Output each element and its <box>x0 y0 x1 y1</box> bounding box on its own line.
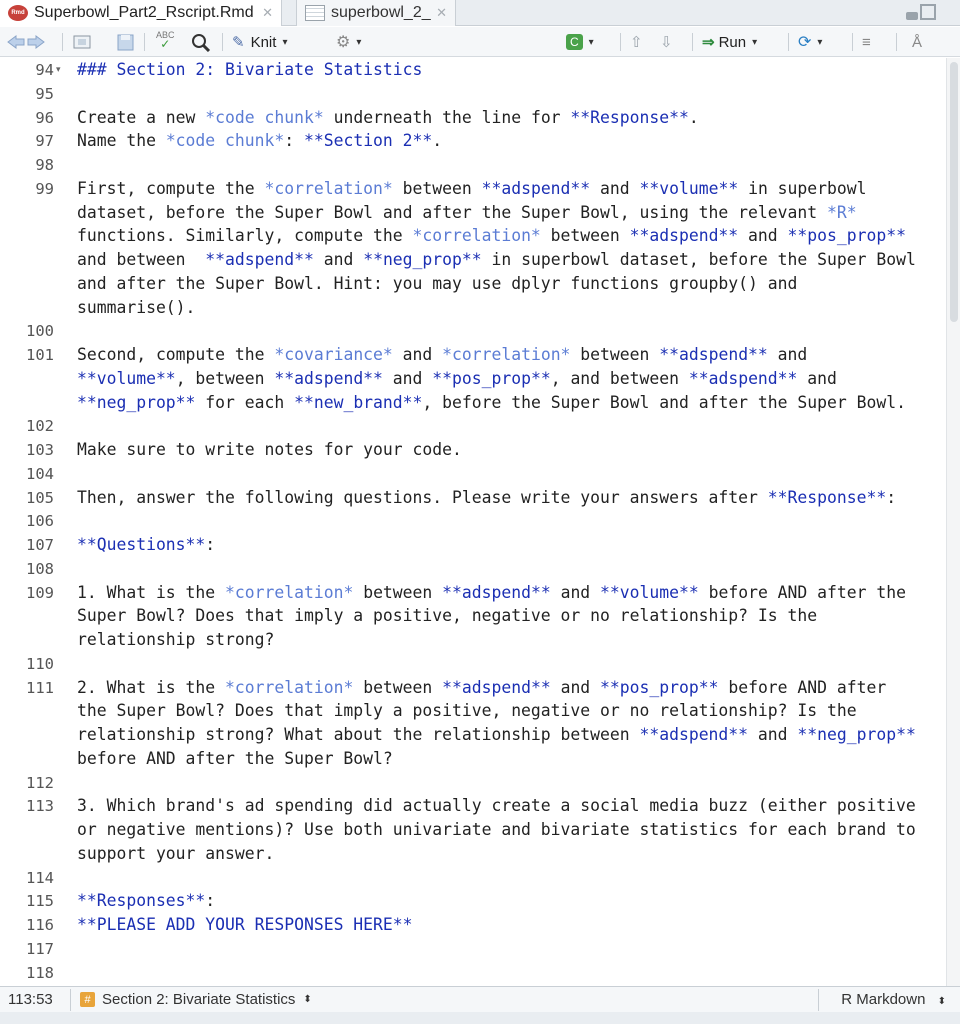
data-file-icon <box>305 5 325 21</box>
text-span: dataset, before the Super Bowl and after the Super Bowl, using the relevant <box>77 202 827 222</box>
run-arrow-icon: ⇒ <box>702 34 715 51</box>
line-text[interactable] <box>77 201 857 225</box>
updown-chevron-icon: ⬍ <box>937 996 946 1007</box>
line-text[interactable] <box>77 533 215 557</box>
go-prev-section-icon[interactable]: ⇧ <box>630 34 643 51</box>
text-span: and <box>738 226 788 246</box>
section-navigator[interactable] <box>80 991 312 1008</box>
editor-line[interactable] <box>0 272 946 296</box>
line-number: 97 <box>35 132 54 151</box>
line-text[interactable] <box>77 343 807 367</box>
text-span: relationship strong? <box>77 630 275 649</box>
tab-label: superbowl_2_ <box>331 4 431 21</box>
tab-label: Superbowl_Part2_Rscript.Rmd <box>34 4 254 21</box>
line-number: 115 <box>26 892 54 911</box>
line-text[interactable] <box>77 177 867 201</box>
markdown-ital-span: *R* <box>826 202 857 222</box>
text-span: Create a new <box>77 107 206 127</box>
line-text[interactable] <box>77 889 215 913</box>
line-number: 112 <box>26 773 54 792</box>
text-span: before AND after <box>718 677 887 697</box>
editor-line[interactable] <box>0 82 946 106</box>
back-forward-nav[interactable] <box>6 31 46 53</box>
text-span: the Super Bowl? Does that imply a positive, negative or no relationship? Is the <box>77 701 857 721</box>
text-span: support your answer. <box>77 843 275 863</box>
markdown-bold-span: **PLEASE ADD YOUR RESPONSES HERE** <box>77 915 413 934</box>
text-span: and <box>382 368 433 388</box>
chevron-down-icon[interactable]: ▾ <box>752 36 758 48</box>
text-span: and <box>797 368 837 388</box>
markdown-bold-span: **adspend** <box>688 368 798 388</box>
markdown-bold-span: **pos_prop** <box>787 226 906 246</box>
editor-line[interactable] <box>0 747 946 771</box>
line-text[interactable] <box>77 296 195 320</box>
close-icon[interactable]: ✕ <box>436 5 447 20</box>
markdown-bold-span: **Questions** <box>77 535 206 554</box>
line-text[interactable] <box>77 438 462 462</box>
line-text[interactable] <box>77 58 422 82</box>
line-number: 96 <box>35 108 54 127</box>
markdown-bold-span: **adspend** <box>629 226 739 246</box>
markdown-bold-span: **adspend** <box>442 582 551 602</box>
format-icon[interactable]: Å <box>912 33 923 51</box>
maximize-pane-icon[interactable] <box>920 4 936 20</box>
line-text[interactable] <box>77 367 837 391</box>
line-number: 118 <box>26 963 54 982</box>
tab-superbowl-rmd[interactable] <box>0 0 282 26</box>
text-span: before AND after the <box>698 582 906 602</box>
text-span: Second, compute the <box>77 345 275 364</box>
line-text[interactable] <box>77 581 906 605</box>
text-span: 2. What is the <box>77 677 226 697</box>
editor-line[interactable] <box>0 462 946 486</box>
markdown-bold-span: **volume** <box>639 178 739 198</box>
back-arrow-icon[interactable] <box>6 34 46 50</box>
line-number: 116 <box>26 916 54 934</box>
editor-line[interactable] <box>0 486 946 510</box>
section-hash-icon: # <box>80 992 95 1007</box>
editor-line[interactable] <box>0 224 946 248</box>
line-number: 95 <box>35 84 54 103</box>
bottom-pane-border <box>0 1012 960 1024</box>
line-text[interactable] <box>77 676 886 700</box>
text-span: 1. What is the <box>77 582 226 602</box>
editor-line[interactable] <box>0 153 946 177</box>
text-span: between <box>570 345 660 364</box>
markdown-head-span: ### Section 2: Bivariate Statistics <box>77 60 423 79</box>
editor-line[interactable] <box>0 699 946 723</box>
doc-type-label: R Markdown <box>841 991 926 1008</box>
editor-line[interactable] <box>0 106 946 130</box>
line-number: 110 <box>26 654 54 673</box>
line-text[interactable] <box>77 794 916 818</box>
line-number: 109 <box>26 583 54 602</box>
text-span: between <box>353 582 443 602</box>
close-icon[interactable]: ✕ <box>262 5 273 20</box>
line-text[interactable] <box>77 818 916 842</box>
markdown-bold-span: **adspend** <box>442 677 551 697</box>
markdown-bold-span: **pos_prop** <box>600 677 719 697</box>
line-text[interactable] <box>77 842 274 866</box>
markdown-bold-span: **volume** <box>77 368 176 388</box>
markdown-ital-span: *correlation* <box>264 178 393 198</box>
markdown-bold-span: **neg_prop** <box>363 250 482 269</box>
markdown-ital-span: *correlation* <box>225 582 354 602</box>
text-span: functions. Similarly, compute the <box>77 226 413 246</box>
editor-line[interactable] <box>0 581 946 605</box>
rmd-file-icon: Rmd <box>8 5 28 21</box>
markdown-bold-span: **Response** <box>570 107 689 127</box>
text-span: summarise(). <box>77 297 196 317</box>
markdown-bold-span: **adspend** <box>274 368 383 388</box>
line-text[interactable] <box>77 628 274 652</box>
text-span: between <box>353 677 443 697</box>
line-number: 100 <box>26 322 54 341</box>
editor-line[interactable] <box>0 201 946 225</box>
line-number: 103 <box>26 441 54 459</box>
editor-line[interactable] <box>0 296 946 320</box>
text-span: for each <box>195 392 295 412</box>
editor-line[interactable] <box>0 58 946 82</box>
line-number: 94 <box>35 61 54 79</box>
editor-line[interactable] <box>0 889 946 913</box>
text-span: and <box>550 677 601 697</box>
line-text[interactable] <box>77 248 916 272</box>
line-number: 113 <box>26 797 54 816</box>
editor-line[interactable] <box>0 367 946 391</box>
editor-line[interactable] <box>0 129 946 153</box>
scrollbar-thumb[interactable] <box>950 62 958 322</box>
line-number: 111 <box>26 678 54 697</box>
line-text[interactable] <box>77 747 393 771</box>
text-span: First, compute the <box>77 178 265 198</box>
text-span: between <box>540 226 630 246</box>
markdown-bold-span: **neg_prop** <box>797 725 916 744</box>
editor-line[interactable] <box>0 604 946 628</box>
search-icon[interactable] <box>190 31 212 53</box>
doc-type-selector[interactable] <box>841 991 946 1008</box>
editor-line[interactable] <box>0 794 946 818</box>
editor-toolbar <box>0 27 960 57</box>
editor-line[interactable] <box>0 652 946 676</box>
markdown-ital-span: *covariance* <box>274 345 393 364</box>
markdown-bold-span: **adspend** <box>659 345 768 364</box>
line-text[interactable] <box>77 604 817 628</box>
text-span: 3. Which brand's ad spending did actually create a social media buzz (either positive <box>77 796 916 816</box>
line-number: 99 <box>35 179 54 198</box>
markdown-bold-span: **volume** <box>600 582 699 602</box>
line-number: 106 <box>26 512 54 531</box>
chevron-down-icon[interactable]: ▾ <box>356 36 362 48</box>
line-text[interactable] <box>77 699 857 723</box>
line-number: 104 <box>26 464 54 483</box>
line-text[interactable] <box>77 129 442 153</box>
editor-line[interactable] <box>0 391 946 415</box>
editor-line[interactable] <box>0 343 946 367</box>
settings-button[interactable] <box>336 31 361 53</box>
insert-chunk-icon: C <box>566 34 583 50</box>
text-span: and <box>767 345 808 364</box>
editor-line[interactable] <box>0 628 946 652</box>
line-text[interactable] <box>77 272 797 296</box>
editor-line[interactable] <box>0 913 946 937</box>
knit-button[interactable]: ✎ Knit ▾ <box>232 33 288 51</box>
line-number: 107 <box>26 536 54 554</box>
editor-line[interactable] <box>0 723 946 747</box>
text-span: . <box>688 107 699 127</box>
editor-line[interactable] <box>0 771 946 795</box>
line-text[interactable] <box>77 106 699 130</box>
text-span: before AND after the Super Bowl? <box>77 748 393 768</box>
editor-line[interactable] <box>0 866 946 890</box>
editor-line[interactable] <box>0 248 946 272</box>
editor-line[interactable] <box>0 842 946 866</box>
editor-line[interactable] <box>0 414 946 438</box>
rerun-button[interactable] <box>798 31 822 53</box>
text-span: in superbowl <box>738 178 867 198</box>
rerun-icon: ⟳ <box>798 34 812 51</box>
editor-line[interactable] <box>0 438 946 462</box>
line-number: 102 <box>26 417 54 436</box>
markdown-bold-span: **Responses** <box>77 891 206 911</box>
save-icon[interactable] <box>116 31 136 53</box>
editor-status-bar <box>0 986 960 1012</box>
chevron-down-icon[interactable]: ▾ <box>817 36 823 48</box>
minimize-pane-icon[interactable] <box>906 12 918 20</box>
cursor-position: 113:53 <box>8 991 53 1008</box>
markdown-ital-span: *code chunk* <box>165 131 285 151</box>
line-number: 98 <box>35 156 54 174</box>
markdown-ital-span: *code chunk* <box>205 107 324 127</box>
line-number: 108 <box>26 559 54 578</box>
text-span: , between <box>175 368 275 388</box>
code-editor[interactable] <box>0 58 946 986</box>
text-span: Make sure to write notes for your code. <box>77 440 462 459</box>
text-span: and <box>550 582 601 602</box>
run-button[interactable]: ⇒ Run ▾ <box>702 33 758 51</box>
text-span: and <box>392 345 443 364</box>
go-next-section-icon[interactable]: ⇩ <box>660 34 673 51</box>
text-span: and <box>590 178 640 198</box>
line-text[interactable] <box>77 723 916 747</box>
knit-needle-icon: ✎ <box>232 34 245 51</box>
editor-line[interactable] <box>0 961 946 985</box>
line-text[interactable] <box>77 913 413 937</box>
markdown-bold-span: **Section 2** <box>303 131 433 151</box>
markdown-bold-span: **adspend** <box>205 250 314 269</box>
text-span: relationship strong? What about the relationship between <box>77 725 640 744</box>
text-span: , before the Super Bowl and after the Super Bowl. <box>422 392 906 412</box>
updown-chevron-icon: ⬍ <box>303 994 312 1005</box>
text-span: in superbowl dataset, before the Super Bowl <box>481 250 916 269</box>
text-span: Then, answer the following questions. Please write your answers after <box>77 487 768 507</box>
line-number: 114 <box>26 868 54 887</box>
text-span: . <box>432 131 443 151</box>
section-name: Section 2: Bivariate Statistics <box>102 991 296 1008</box>
text-span: between <box>392 178 482 198</box>
text-span: and <box>313 250 364 269</box>
line-number: 101 <box>26 346 54 364</box>
chevron-down-icon[interactable]: ▾ <box>282 36 288 48</box>
editor-line[interactable] <box>0 937 946 961</box>
line-number: 117 <box>26 939 54 958</box>
editor-line[interactable] <box>0 509 946 533</box>
text-span: : <box>284 131 304 151</box>
text-span: : <box>886 487 897 507</box>
insert-chunk-button[interactable] <box>566 31 594 53</box>
markdown-bold-span: **pos_prop** <box>432 368 551 388</box>
text-span: Super Bowl? Does that imply a positive, negative or no relationship? Is the <box>77 606 818 626</box>
gear-icon: ⚙ <box>336 34 351 51</box>
editor-line[interactable] <box>0 818 946 842</box>
show-in-window-icon[interactable] <box>72 31 92 53</box>
text-span: underneath the line for <box>323 107 571 127</box>
markdown-ital-span: *correlation* <box>442 345 571 364</box>
editor-line[interactable] <box>0 557 946 581</box>
pane-window-controls[interactable] <box>906 4 934 22</box>
line-number: 105 <box>26 488 54 507</box>
markdown-bold-span: **neg_prop** <box>77 392 196 412</box>
markdown-ital-span: *correlation* <box>412 226 541 246</box>
text-span: Name the <box>77 131 166 151</box>
text-span: and <box>748 725 798 744</box>
editor-line[interactable] <box>0 319 946 343</box>
outline-icon[interactable]: ≡ <box>862 33 871 51</box>
text-span: or negative mentions)? Use both univariate and bivariate statistics for each brand to <box>77 820 916 839</box>
markdown-bold-span: **Response** <box>767 487 887 507</box>
chevron-down-icon[interactable]: ▾ <box>588 36 594 48</box>
markdown-bold-span: **adspend** <box>639 725 749 744</box>
text-span: : <box>205 535 216 554</box>
spellcheck-icon[interactable]: ABC ✓ <box>156 30 175 51</box>
markdown-bold-span: **new_brand** <box>294 392 423 412</box>
text-span: , and between <box>550 368 689 388</box>
line-text[interactable] <box>77 224 906 248</box>
vertical-scrollbar[interactable] <box>946 58 960 986</box>
line-text[interactable] <box>77 391 906 415</box>
text-span: and between <box>77 250 206 269</box>
line-text[interactable] <box>77 486 896 510</box>
editor-line[interactable] <box>0 533 946 557</box>
text-span: : <box>205 891 216 911</box>
editor-line[interactable] <box>0 676 946 700</box>
text-span: and after the Super Bowl. Hint: you may use dplyr functions groupby() and <box>77 273 798 293</box>
tab-superbowl-2[interactable] <box>296 0 456 26</box>
markdown-bold-span: **adspend** <box>481 178 591 198</box>
editor-line[interactable] <box>0 177 946 201</box>
fold-toggle-icon[interactable]: ▾ <box>56 65 61 75</box>
editor-tab-bar <box>0 0 960 26</box>
markdown-ital-span: *correlation* <box>225 677 354 697</box>
